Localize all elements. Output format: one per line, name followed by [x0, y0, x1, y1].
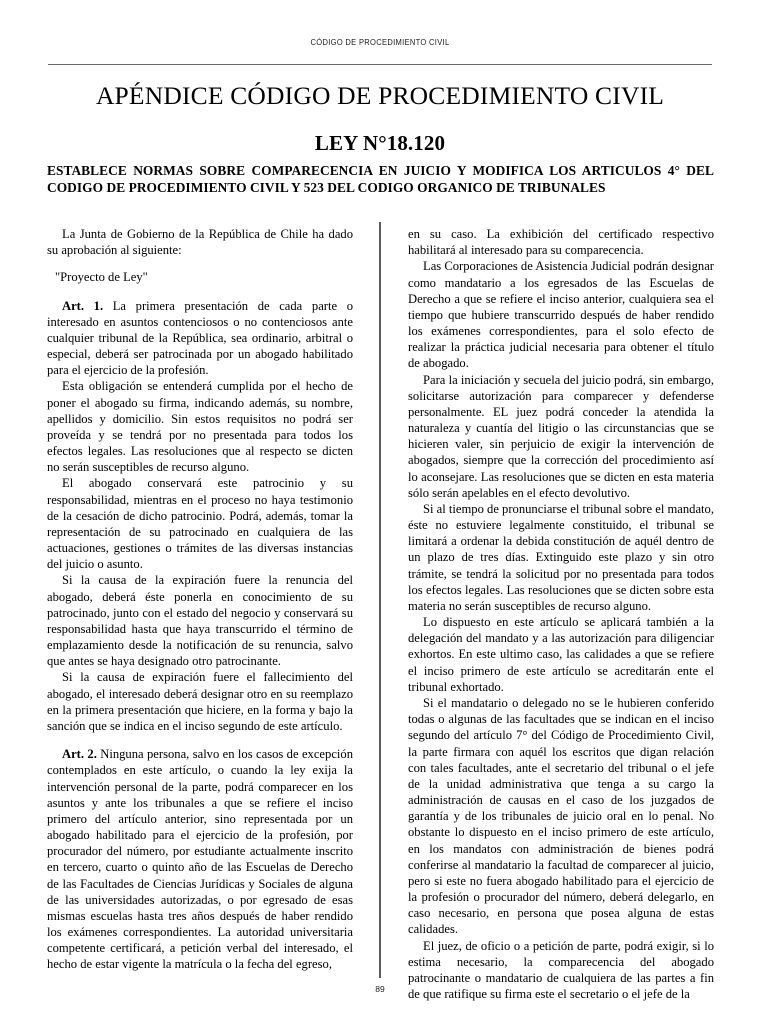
- column-divider: [353, 226, 408, 966]
- paragraph-art-2-inciso-1-cont: en su caso. La exhibición del certificado respectivo habilitará al interesado para su comparecencia.: [408, 227, 714, 258]
- paragraph-art-2-inciso-6: Si el mandatario o delegado no se le hubieren conferido todas o algunas de las facultades que se indican en el inciso segundo del artículo 7° del Código de Procedimiento Civil, la parte firmara con aquél los escritos que digan relación con tales facultades, ante el secretario del tribunal o el jefe de la unidad administrativa que tenga a su cargo la administración de causas en el caso de los juzgados de garantía y de los tribunales de juicio oral en lo penal. No obstante lo dispuesto en el inciso primero de este artículo, en los mandatos con administración de bienes podrá conferirse al mandatario la facultad de comparecer al juicio, pero si este no fuera abogado habilitado para el ejercicio de la profesión o procurador del número, deberá delegarlo, en caso necesario, en persona que posea alguna de estas calidades.: [408, 695, 714, 937]
- paragraph-proyecto-de-ley: "Proyecto de Ley": [55, 270, 148, 285]
- paragraph-art-2-inciso-2: Las Corporaciones de Asistencia Judicial podrán designar como mandatario a los egresados de las Escuelas de Derecho a que se refiere el inciso anterior, cualquiera sea el tiempo que hubiere transcurrido después de haber rendido los exámenes correspondientes, para el solo efecto de realizar la práctica judicial necesaria para obtener el título de abogado.: [408, 259, 714, 371]
- page-number: 89: [375, 984, 385, 994]
- header-rule: [48, 64, 712, 65]
- paragraph-text: La primera presentación de cada parte o interesado en asuntos contenciosos o no contenciosos ante cualquier tribunal de la República, sea ordinario, arbitral o especial, deberá ser patrocinada por un abogado habilitado para el ejercicio de la profesión.: [47, 298, 353, 378]
- paragraph-text: Ninguna persona, salvo en los casos de excepción contemplados en este artículo, o cuando la ley exija la intervención personal de la parte, podrá comparecer en los asuntos y ante los tribunales a que se refiere el inciso primero del artículo anterior, sino representada por un abogado habilitado para el ejercicio de la profesión, por procurador del número, por estudiante actualmente inscrito en tercero, cuarto o quinto año de las Escuelas de Derecho de las Facultades de Ciencias Jurídicas y Sociales de alguna de las universidades autorizadas, o por egresado de esas mismas escuelas hasta tres años después de haber rendido los exámenes correspondientes. La autoridad universitaria competente certificará, a petición verbal del interesado, el hecho de estar vigente la matrícula o la fecha del egreso,: [47, 747, 353, 972]
- column-right: [408, 226, 714, 1002]
- paragraph-art-2-inciso-7: El juez, de oficio o a petición de parte, podrá exigir, si lo estima necesario, la comparecencia del abogado patrocinante o mandatario de cualquiera de las partes a fin de que ratifique su firma este el secretario o el jefe de la: [408, 938, 714, 1002]
- running-head: CÓDIGO DE PROCEDIMIENTO CIVIL: [310, 38, 450, 47]
- paragraph-art-2-inciso-3: Para la iniciación y secuela del juicio podrá, sin embargo, solicitarse autorización para comparecer y defenderse personalmente. EL juez podrá conceder la atendida la naturaleza y cuantía del litigio o las circunstancias que se hicieren valer, sin perjuicio de exigir la intervención de abogados, siempre que la corrección del procedimiento así lo aconsejare. Las resoluciones que se dicten en esta materia sólo serán apelables en el efecto devolutivo.: [408, 372, 714, 500]
- paragraph-art-1-inciso-2: Esta obligación se entenderá cumplida por el hecho de poner el abogado su firma, indicando además, su nombre, apellidos y domicilio. Sin estos requisitos no podrá ser proveída y se tendrá por no presentada para todos los efectos legales. Las resoluciones que al respecto se dicten no serán susceptibles de recurso alguno.: [47, 379, 353, 475]
- page-title: APÉNDICE CÓDIGO DE PROCEDIMIENTO CIVIL: [95, 81, 665, 110]
- paragraph-art-1-inciso-5: Si la causa de expiración fuere el fallecimiento del abogado, el interesado deberá designar otro en su reemplazo en la primera presentación que hiciere, en la forma y bajo la sanción que se indica en el inciso segundo de este artículo.: [47, 670, 353, 733]
- paragraph-preamble: La Junta de Gobierno de la República de Chile ha dado su aprobación al siguiente:: [47, 227, 353, 258]
- paragraph-art-2-inciso-1: [47, 746, 353, 972]
- law-number-heading: LEY N°18.120: [314, 131, 446, 155]
- article-label: Art. 1.: [62, 298, 104, 313]
- paragraph-art-2-inciso-4: Si al tiempo de pronunciarse el tribunal sobre el mandato, éste no estuviere legalmente constituido, el tribunal se limitará a ordenar la debida constitución de aquél dentro de un plazo de tres días. Extinguido este plazo y sin otro trámite, se tendrá la solicitud por no presentada para todos los efectos legales. Las resoluciones que se dicten sobre esta materia no serán susceptibles de recurso alguno.: [408, 501, 714, 613]
- article-label: Art. 2.: [62, 747, 97, 762]
- paragraph-art-1-inciso-3: El abogado conservará este patrocinio y su responsabilidad, mientras en el proceso no haya testimonio de la cesación de dicho patrocinio. Podrá, además, tomar la representación de su patrocinado en cualquiera de las actuaciones, gestiones o trámites de las diversas instancias del juicio o asunto.: [47, 476, 353, 572]
- paragraph-art-1-inciso-1: [47, 298, 353, 379]
- paragraph-art-2-inciso-5: Lo dispuesto en este artículo se aplicará también a la delegación del mandato y a las autorización para diligenciar exhortos. En este ultimo caso, las calidades a que se refiere el inciso primero de este artículo se acreditarán ente el tribunal exhortado.: [408, 615, 714, 694]
- law-subtitle: ESTABLECE NORMAS SOBRE COMPARECENCIA EN JUICIO Y MODIFICA LOS ARTICULOS 4° DEL CODIGO DE PROCEDIMIENTO CIVIL Y 523 DEL CODIGO ORGANICO DE TRIBUNALES: [47, 163, 714, 196]
- column-left: [47, 226, 353, 972]
- paragraph-art-1-inciso-4: Si la causa de la expiración fuere la renuncia del abogado, deberá éste ponerla en conocimiento de su patrocinado, junto con el estado del negocio y conservará su responsabilidad hasta que haya transcurrido el término de emplazamiento desde la notificación de su renuncia, salvo que antes se haya designado otro patrocinante.: [47, 573, 353, 669]
